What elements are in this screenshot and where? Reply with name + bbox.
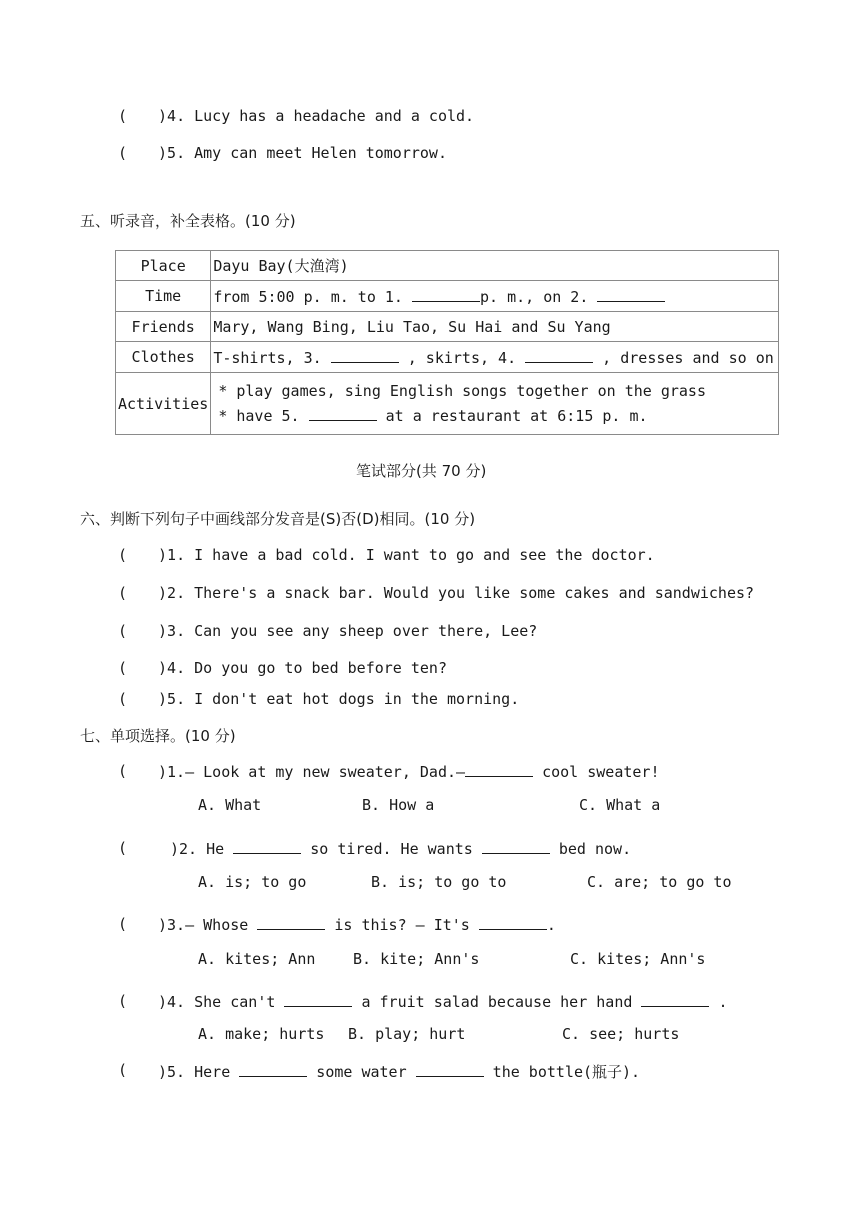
item-text: Do you go to bed before ten? <box>194 659 447 677</box>
option-c[interactable]: C. What a <box>579 796 661 814</box>
answer-paren-open[interactable]: ( <box>118 992 128 1010</box>
blank[interactable] <box>641 992 709 1007</box>
section-6-title: 六、判断下列句子中画线部分发音是(S)否(D)相同。(10 分) <box>80 510 476 528</box>
answer-paren-open[interactable]: ( <box>118 762 128 780</box>
answer-paren-open[interactable]: ( <box>118 546 128 564</box>
paren-close: ) <box>158 144 168 162</box>
section-7-title: 七、单项选择。(10 分) <box>80 727 236 745</box>
option-c[interactable]: C. are; to go to <box>587 873 732 891</box>
friends-value: Mary, Wang Bing, Liu Tao, Su Hai and Su Yang <box>211 312 779 342</box>
option-a[interactable]: A. is; to go <box>198 873 307 891</box>
item-number: 2 <box>167 584 177 602</box>
friends-label: Friends <box>116 312 211 342</box>
clothes-label: Clothes <box>116 342 211 373</box>
item-number: 4 <box>167 107 177 125</box>
fill-in-table <box>115 250 779 435</box>
activity-2: * have 5. at a restaurant at 6:15 p. m. <box>218 406 648 425</box>
blank-3[interactable] <box>331 348 399 363</box>
answer-paren-open[interactable]: ( <box>118 622 128 640</box>
option-c[interactable]: C. see; hurts <box>562 1025 680 1043</box>
option-a[interactable]: A. What <box>198 796 262 814</box>
answer-paren-open[interactable]: ( <box>118 690 128 708</box>
table-row-activities <box>116 373 779 435</box>
time-text-mid: p. m., on 2. <box>480 287 598 306</box>
blank-4[interactable] <box>525 348 593 363</box>
table-row-friends <box>116 312 779 342</box>
time-label: Time <box>116 281 211 312</box>
blank[interactable] <box>257 915 325 930</box>
blank-5[interactable] <box>309 406 377 421</box>
place-label: Place <box>116 251 211 281</box>
item-number: 3 <box>167 622 177 640</box>
option-b[interactable]: B. kite; Ann's <box>353 950 480 968</box>
blank[interactable] <box>416 1062 484 1077</box>
clothes-text-end: , dresses and so on <box>593 348 774 367</box>
table-row-clothes <box>116 342 779 373</box>
blank[interactable] <box>465 762 533 777</box>
table-row-time <box>116 281 779 312</box>
answer-paren-open[interactable]: ( <box>118 1061 128 1079</box>
answer-paren-open[interactable]: ( <box>118 584 128 602</box>
answer-paren-open[interactable]: ( <box>118 839 128 857</box>
option-b[interactable]: B. play; hurt <box>348 1025 466 1043</box>
item-text: I don't eat hot dogs in the morning. <box>194 690 520 708</box>
answer-paren-open[interactable]: ( <box>118 915 128 933</box>
blank[interactable] <box>233 839 301 854</box>
option-a[interactable]: A. kites; Ann <box>198 950 316 968</box>
item-text: Lucy has a headache and a cold. <box>194 107 475 125</box>
blank-2[interactable] <box>597 287 665 302</box>
activities-label: Activities <box>116 373 211 435</box>
item-text: Amy can meet Helen tomorrow. <box>194 144 447 162</box>
section-5-title: 五、听录音，补全表格。(10 分) <box>80 212 296 230</box>
item-number: 1 <box>167 546 177 564</box>
answer-paren-open[interactable]: ( <box>118 659 128 677</box>
clothes-text: T-shirts, 3. <box>213 348 331 367</box>
option-c[interactable]: C. kites; Ann's <box>570 950 706 968</box>
item-text: Can you see any sheep over there, Lee? <box>194 622 538 640</box>
activity-1: * play games, sing English songs together on the grass <box>218 381 706 400</box>
paren-close: ) <box>158 107 168 125</box>
blank[interactable] <box>239 1062 307 1077</box>
time-text: from 5:00 p. m. to 1. <box>213 287 412 306</box>
blank[interactable] <box>482 839 550 854</box>
clothes-text-mid: , skirts, 4. <box>398 348 526 367</box>
blank[interactable] <box>284 992 352 1007</box>
item-text: There's a snack bar. Would you like some cakes and sandwiches? <box>194 584 755 602</box>
blank-1[interactable] <box>412 287 480 302</box>
option-a[interactable]: A. make; hurts <box>198 1025 325 1043</box>
item-number: 5 <box>167 690 177 708</box>
item-text: I have a bad cold. I want to go and see the doctor. <box>194 546 655 564</box>
blank[interactable] <box>479 915 547 930</box>
item-number: 5 <box>167 144 177 162</box>
table-row-place <box>116 251 779 281</box>
item-number: 4 <box>167 659 177 677</box>
option-b[interactable]: B. is; to go to <box>371 873 507 891</box>
written-part-title: 笔试部分(共 70 分) <box>356 462 487 480</box>
place-value: Dayu Bay(大渔湾) <box>211 251 779 281</box>
answer-paren-open[interactable]: ( <box>118 107 128 125</box>
option-b[interactable]: B. How a <box>362 796 435 814</box>
answer-paren-open[interactable]: ( <box>118 144 128 162</box>
